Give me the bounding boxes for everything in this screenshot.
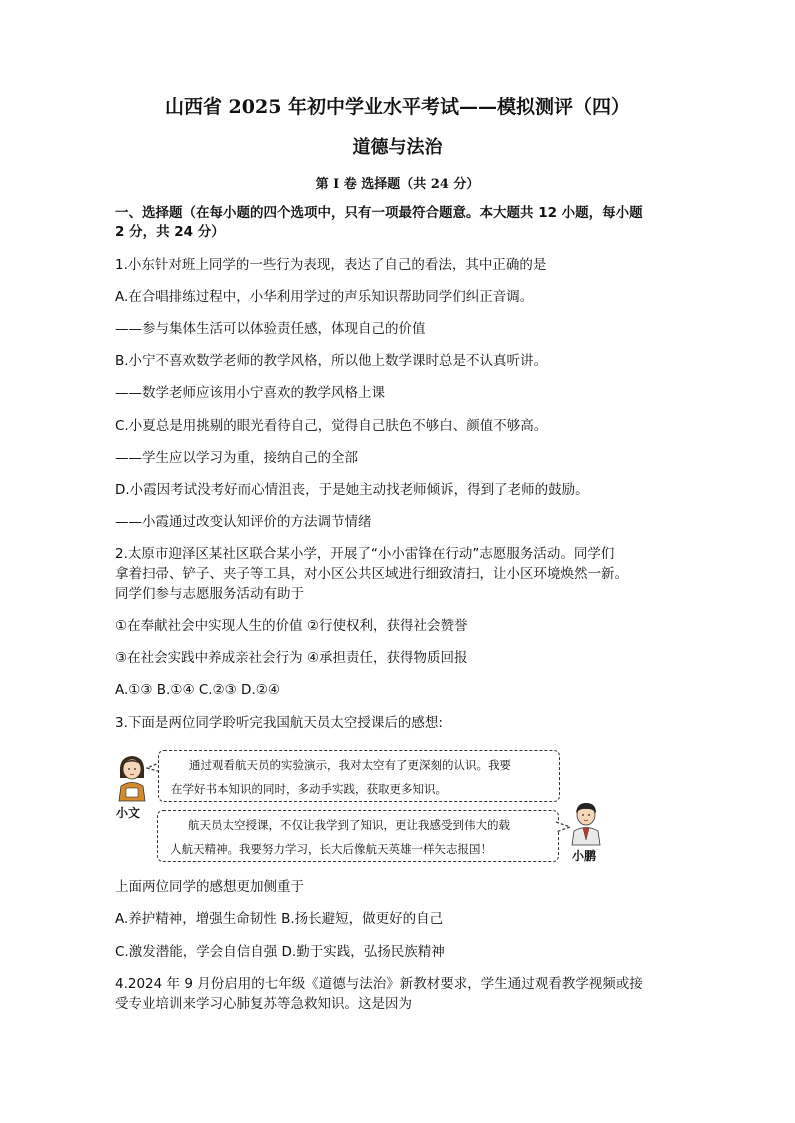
q1-option-d-view: ——小霞通过改变认知评价的方法调节情绪 (115, 514, 372, 530)
q1-option-a: A.在合唱排练过程中，小华利用学过的声乐知识帮助同学们纠正音调。 (115, 289, 534, 305)
xiaowen-name: 小文 (116, 806, 141, 820)
q1-stem: 1.小东针对班上同学的一些行为表现，表达了自己的看法，其中正确的是 (115, 257, 547, 273)
q1-option-c: C.小夏总是用挑剔的眼光看待自己，觉得自己肤色不够白、颜值不够高。 (115, 418, 548, 434)
q3-options-ab: A.养护精神，增强生命韧性 B.扬长避短，做更好的自己 (115, 911, 444, 927)
section-title: 第 I 卷 选择题（共 24 分） (315, 177, 480, 192)
instructions-line-2: 2 分，共 24 分） (115, 224, 225, 240)
q3-stem: 3.下面是两位同学聆听完我国航天员太空授课后的感想: (115, 715, 443, 731)
q1-option-b: B.小宁不喜欢数学老师的教学风格，所以他上数学课时总是不认真听讲。 (115, 353, 548, 369)
q2-stem-line-1: 2.太原市迎泽区某社区联合某小学，开展了“小小雷锋在行动”志愿服务活动。同学们 (115, 546, 615, 562)
xiaopeng-speech-bubble (157, 810, 559, 862)
q2-statements-1: ①在奉献社会中实现人生的价值 ②行使权利，获得社会赞誉 (115, 618, 468, 634)
q4-stem-line-1: 4.2024 年 9 月份启用的七年级《道德与法治》新教材要求，学生通过观看教学视频或接 (115, 976, 643, 992)
xiaopeng-speech-line-1: 航天员太空授课，不仅让我学到了知识，更让我感受到伟大的载 (188, 818, 510, 832)
xiaowen-speech-line-1: 通过观看航天员的实验演示，我对太空有了更深刻的认识。我要 (189, 758, 511, 772)
xiaowen-speech-bubble (158, 750, 560, 802)
q2-stem-line-3: 同学们参与志愿服务活动有助于 (115, 586, 304, 602)
q1-option-b-view: ——数学老师应该用小宁喜欢的教学风格上课 (115, 385, 385, 401)
q1-option-d: D.小霞因考试没考好而心情沮丧，于是她主动找老师倾诉，得到了老师的鼓励。 (115, 482, 589, 498)
xiaowen-speech-line-2: 在学好书本知识的同时，多动手实践，获取更多知识。 (171, 782, 447, 796)
page-title: 山西省 2025 年初中学业水平考试——模拟测评（四） (164, 96, 631, 118)
q1-option-c-view: ——学生应以学习为重，接纳自己的全部 (115, 450, 358, 466)
instructions-line-1: 一、选择题（在每小题的四个选项中，只有一项最符合题意。本大题共 12 小题，每小题 (115, 205, 643, 221)
q1-option-a-view: ——参与集体生活可以体验责任感，体现自己的价值 (115, 321, 426, 337)
boy-figure-icon (566, 800, 606, 846)
q2-choices: A.①③ B.①④ C.②③ D.②④ (115, 682, 280, 698)
q2-statements-2: ③在社会实践中养成亲社会行为 ④承担责任，获得物质回报 (115, 650, 468, 666)
q2-stem-line-2: 拿着扫帚、铲子、夹子等工具，对小区公共区域进行细致清扫，让小区环境焕然一新。 (115, 566, 628, 582)
xiaopeng-name: 小鹏 (572, 849, 597, 863)
q4-stem-line-2: 受专业培训来学习心肺复苏等急救知识。这是因为 (115, 996, 412, 1012)
xiaopeng-speech-line-2: 人航天精神。我要努力学习，长大后像航天英雄一样矢志报国！ (170, 842, 492, 856)
subject-title: 道德与法治 (352, 137, 443, 158)
q3-options-cd: C.激发潜能，学会自信自强 D.勤于实践，弘扬民族精神 (115, 944, 445, 960)
q3-question: 上面两位同学的感想更加侧重于 (115, 879, 304, 895)
